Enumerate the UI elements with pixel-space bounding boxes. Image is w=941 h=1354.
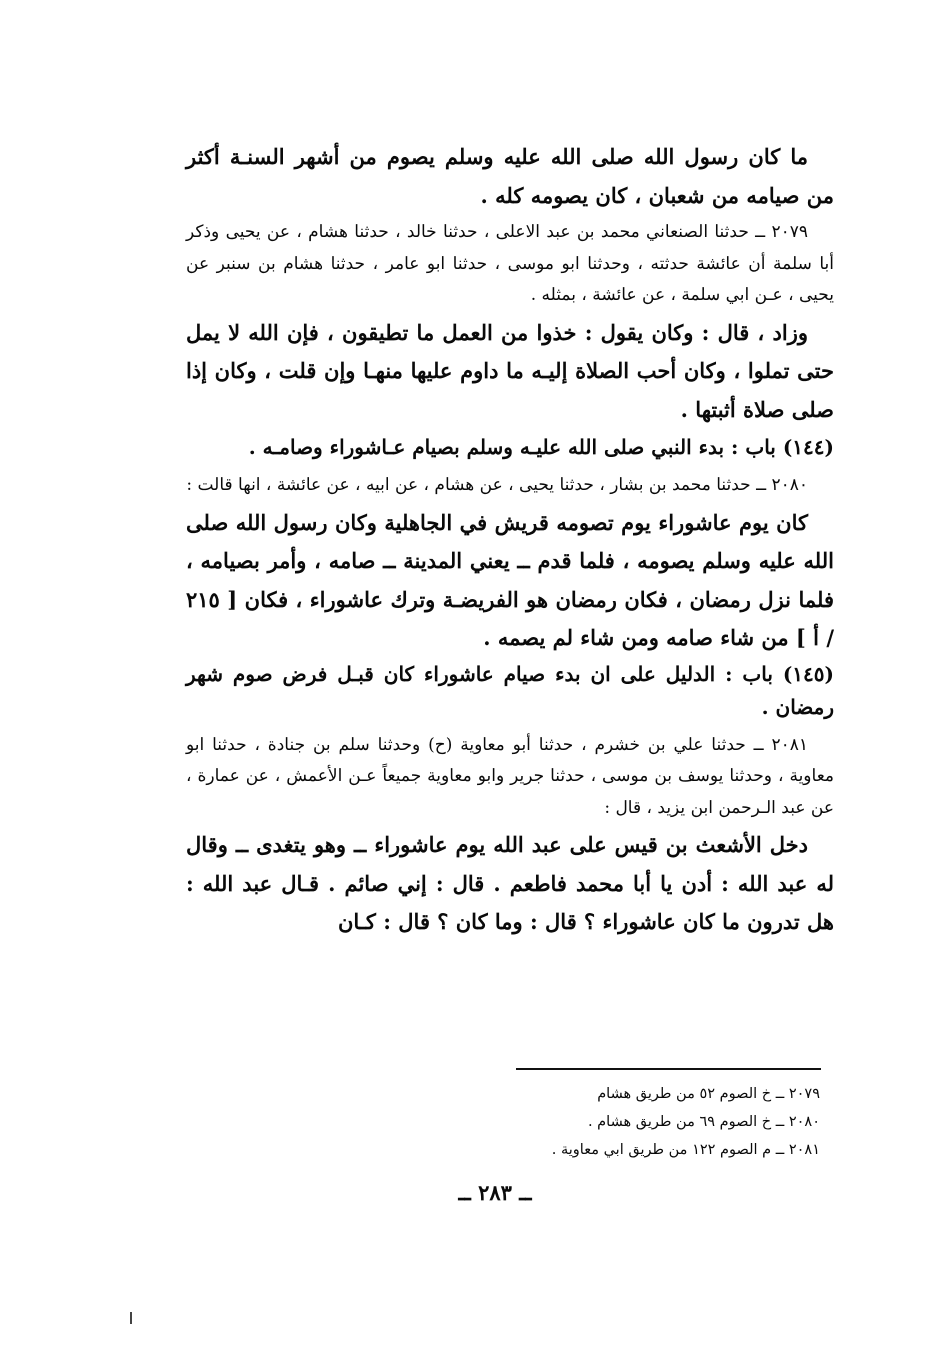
paragraph-3: وزاد ، قال : وكان يقول : خذوا من العمل ما تطيقون ، فإن الله لا يمل حتى تملوا ، وكان أحب الصلاة إليـه ما داوم عليها منهـا وإن قلت ، وكان إذا صلى صلاة أثبتها . [186, 319, 834, 422]
footnote-2081: ٢٠٨١ ــ م الصوم ١٢٢ من طريق ابي معاوية . [551, 1142, 820, 1158]
footnote-2080: ٢٠٨٠ ــ خ الصوم ٦٩ من طريق هشام . [587, 1114, 820, 1130]
hadith-2081-chain: ٢٠٨١ ــ حدثنا علي بن خشرم ، حدثنا أبو معاوية (ح) وحدثنا سلم بن جنادة ، حدثنا ابو معاوية ، وحدثنا يوسف بن موسى ، حدثنا جرير وابو معاوية جميعاً عـن الأعمش ، عن عمارة ، عن عبد الـرحمن ابن يزيد ، قال : [186, 734, 834, 818]
footnote-divider [516, 1068, 821, 1070]
paragraph-7: دخل الأشعث بن قيس على عبد الله يوم عاشوراء ــ وهو يتغدى ــ وقال له عبد الله : أدن يا أبا محمد فاطعم . قال : إني صائم . قـال عبد الله : هل تدرون ما كان عاشوراء ؟ قال : وما كان ؟ قال : كـان [186, 832, 834, 934]
paragraph-1: ما كان رسول الله صلى الله عليه وسلم يصوم من أشهر السنـة أكثر من صيامه من شعبان ، كان يصومه كله . [186, 144, 834, 208]
chapter-heading-145: (١٤٥) باب : الدليل على ان بدء صيام عاشوراء كان قبـل فرض صوم شهر رمضان . [186, 661, 834, 719]
page-number: ــ ٢٨٣ ــ [458, 1180, 532, 1205]
scan-mark [130, 1312, 132, 1324]
hadith-2079-chain: ٢٠٧٩ ــ حدثنا الصنعاني محمد بن عبد الاعلى ، حدثنا خالد ، حدثنا هشام ، عن يحيى وذكر أبا سلمة أن عائشة حدثته ، وحدثنا ابو موسى ، حدثنا ابو عامر ، حدثنا هشام بن سنبر عن يحيى ، عـن ابي سلمة ، عن عائشة ، بمثله . [186, 222, 834, 305]
footnotes [300, 1080, 820, 1164]
chapter-heading-144: (١٤٤) باب : بدء النبي صلى الله عليـه وسلم بصيام عـاشوراء وصامـه . [248, 435, 834, 459]
main-text [186, 138, 834, 942]
hadith-2080-chain: ٢٠٨٠ ــ حدثنا محمد بن بشار ، حدثنا يحيى ، عن هشام ، عن ابيه ، عن عائشة ، انها قالت : [186, 475, 808, 495]
footnote-2079: ٢٠٧٩ ــ خ الصوم ٥٢ من طريق هشام [597, 1086, 820, 1102]
paragraph-5: كان يوم عاشوراء يوم تصومه قريش في الجاهلية وكان رسول الله صلى الله عليه وسلم يصومه ، فلما قدم ــ يعني المدينة ــ صامه ، وأمر بصيامه ، فلما نزل رمضان ، فكان رمضان هو الفريضـة وترك عاشوراء ، فكان [ ٢١٥ / أ ] من شاء صامه ومن شاء لم يصمه . [186, 509, 834, 650]
